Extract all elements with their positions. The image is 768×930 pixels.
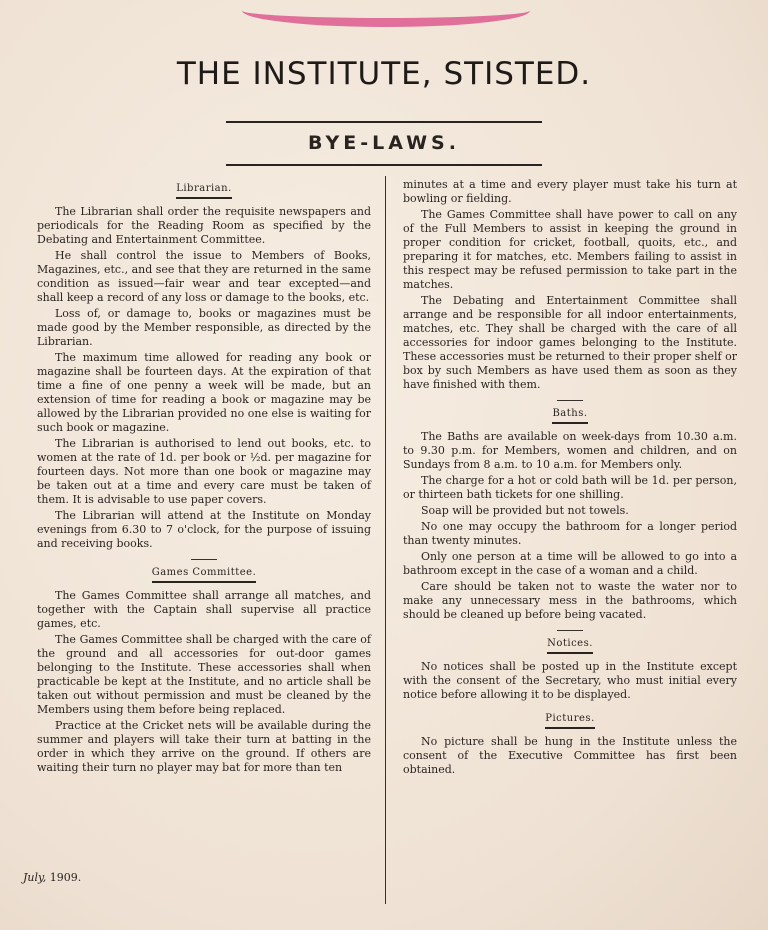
date-year: 1909. [49, 871, 82, 884]
title-rule-bottom [226, 164, 542, 166]
section-heading-baths [403, 407, 737, 424]
document-date [23, 871, 81, 884]
paragraph: The Librarian will attend at the Institute on Monday evenings from 6.30 to 7 o'clock, for the purpose of issuing and receiving books. [37, 509, 371, 550]
section-heading-label: Librarian. [176, 182, 232, 199]
paragraph: The maximum time allowed for reading any book or magazine shall be fourteen days. At the expiration of that time a fine of one penny a week will be made, but an extension of time for reading a book or magazine may be allowed by the Librarian provided no one else is waiting for such book or magazine. [37, 351, 371, 434]
right-column [403, 178, 737, 779]
left-column [37, 178, 371, 777]
paragraph: The charge for a hot or cold bath will be 1d. per person, or thirteen bath tickets for one shilling. [403, 474, 737, 501]
paragraph: The Games Committee shall be charged with the care of the ground and all accessories for out-door games belonging to the Institute. These accessories shall when practicable be kept at the Institute, and no article shall be taken out without permission and must be cleaned by the Members using them before being replaced. [37, 633, 371, 716]
section-heading-label: Games Committee. [152, 566, 257, 583]
document-title: THE INSTITUTE, STISTED. [176, 56, 592, 92]
section-separator [557, 630, 583, 631]
paragraph: Soap will be provided but not towels. [421, 504, 629, 517]
section-heading-notices [403, 637, 737, 654]
hanging-ribbon [242, 0, 530, 27]
section-heading-label: Notices. [547, 637, 593, 654]
paragraph: Care should be taken not to waste the water nor to make any unnecessary mess in the bathrooms, which should be cleaned up before being vacated. [403, 580, 737, 621]
paragraph: He shall control the issue to Members of Books, Magazines, etc., and see that they are returned in the same condition as issued—fair wear and tear excepted—and shall keep a record of any loss or damage to the books, etc. [37, 249, 371, 304]
section-heading-label: Pictures. [545, 712, 595, 729]
paragraph: Loss of, or damage to, books or magazines must be made good by the Member responsible, as directed by the Librarian. [37, 307, 371, 348]
paragraph: The Games Committee shall have power to call on any of the Full Members to assist in keeping the ground in proper condition for cricket, football, quoits, etc., and preparing it for matches, etc. Members failing to assist in this respect may be refused permission to take part in the matches. [403, 208, 737, 291]
section-heading-games-committee [37, 566, 371, 583]
section-separator [191, 559, 217, 560]
paragraph: No notices shall be posted up in the Institute except with the consent of the Secretary, who must initial every notice before allowing it to be displayed. [403, 660, 737, 701]
section-heading-label: Baths. [552, 407, 587, 424]
date-month: July, [23, 871, 47, 884]
title-rule-top [226, 121, 542, 123]
paragraph: No one may occupy the bathroom for a longer period than twenty minutes. [403, 520, 737, 547]
paragraph: The Games Committee shall arrange all matches, and together with the Captain shall supervise all practice games, etc. [37, 589, 371, 630]
paragraph: The Debating and Entertainment Committee shall arrange and be responsible for all indoor entertainments, matches, etc. They shall be charged with the care of all accessories for indoor games belonging to the Institute. These accessories must be returned to their proper shelf or box by such Members as have used them as soon as they have finished with them. [403, 294, 737, 391]
paragraph: The Librarian shall order the requisite newspapers and periodicals for the Reading Room as specified by the Debating and Entertainment Committee. [37, 205, 371, 246]
column-divider [385, 176, 386, 904]
paragraph-continued: minutes at a time and every player must take his turn at bowling or fielding. [403, 178, 737, 205]
paragraph: Practice at the Cricket nets will be available during the summer and players will take their turn at batting in the order in which they arrive on the ground. If others are waiting their turn no player may bat for more than ten [37, 719, 371, 774]
paragraph: No picture shall be hung in the Institute unless the consent of the Executive Committee has first been obtained. [403, 735, 737, 776]
section-heading-pictures [403, 712, 737, 729]
document-subtitle: BYE-LAWS. [308, 132, 460, 154]
paragraph: Only one person at a time will be allowed to go into a bathroom except in the case of a woman and a child. [403, 550, 737, 577]
paragraph: The Baths are available on week-days from 10.30 a.m. to 9.30 p.m. for Members, women and children, and on Sundays from 8 a.m. to 10 a.m. for Members only. [403, 430, 737, 471]
section-heading-librarian [37, 182, 371, 199]
section-separator [557, 400, 583, 401]
paragraph: The Librarian is authorised to lend out books, etc. to women at the rate of 1d. per book or ½d. per magazine for fourteen days. Not more than one book or magazine may be taken out at a time and every care must be taken of them. It is advisable to use paper covers. [37, 437, 371, 506]
